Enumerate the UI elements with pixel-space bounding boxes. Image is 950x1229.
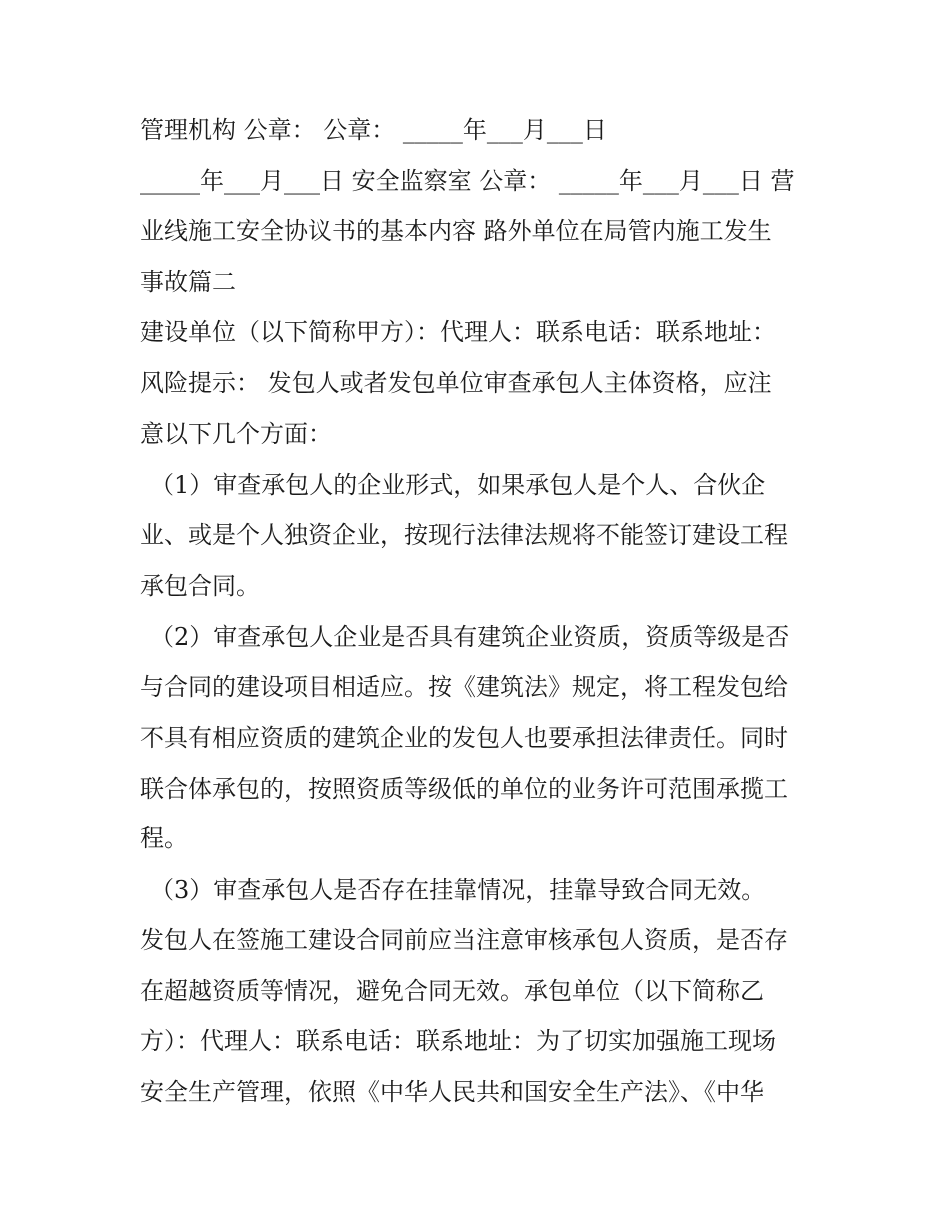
line-item-2: （2）审查承包人企业是否具有建筑企业资质，资质等级是否 — [150, 623, 790, 651]
line-item-3: （3）审查承包人是否存在挂靠情况，挂靠导致合同无效。 — [150, 876, 766, 904]
line-item-1: （1）审查承包人的企业形式，如果承包人是个人、合伙企 — [150, 471, 766, 499]
line-law-reference: 安全生产管理，依照《中华人民共和国安全生产法》、《中华 — [140, 1078, 764, 1106]
line-seal-management: 管理机构 公章： 公章： _____年___月___日 — [140, 116, 607, 144]
line-item-1-end: 承包合同。 — [140, 572, 260, 600]
line-contractor-review: 发包人在签施工建设合同前应当注意审核承包人资质，是否存 — [140, 926, 788, 954]
line-risk-warning: 风险提示： 发包人或者发包单位审查承包人主体资格，应注 — [140, 369, 772, 397]
line-party-b: 在超越资质等情况，避免合同无效。承包单位（以下简称乙 — [140, 977, 764, 1005]
line-item-2-cont-1: 与合同的建设项目相适应。按《建筑法》规定，将工程发包给 — [140, 673, 788, 701]
line-section-title: 事故篇二 — [140, 268, 236, 296]
line-risk-warning-cont: 意以下几个方面： — [140, 420, 332, 448]
line-agreement-content: 业线施工安全协议书的基本内容 路外单位在局管内施工发生 — [140, 217, 772, 245]
line-item-1-cont: 业、或是个人独资企业，按现行法律法规将不能签订建设工程 — [140, 521, 788, 549]
line-party-a: 建设单位（以下简称甲方）：代理人：联系电话：联系地址： — [140, 318, 776, 346]
line-party-b-cont: 方）：代理人：联系电话：联系地址：为了切实加强施工现场 — [140, 1027, 776, 1055]
line-item-2-end: 程。 — [140, 824, 188, 852]
line-seal-safety-office: _____年___月___日 安全监察室 公章： _____年___月___日 营 — [140, 167, 795, 195]
line-item-2-cont-2: 不具有相应资质的建筑企业的发包人也要承担法律责任。同时 — [140, 724, 788, 752]
line-item-2-cont-3: 联合体承包的，按照资质等级低的单位的业务许可范围承揽工 — [140, 775, 788, 803]
